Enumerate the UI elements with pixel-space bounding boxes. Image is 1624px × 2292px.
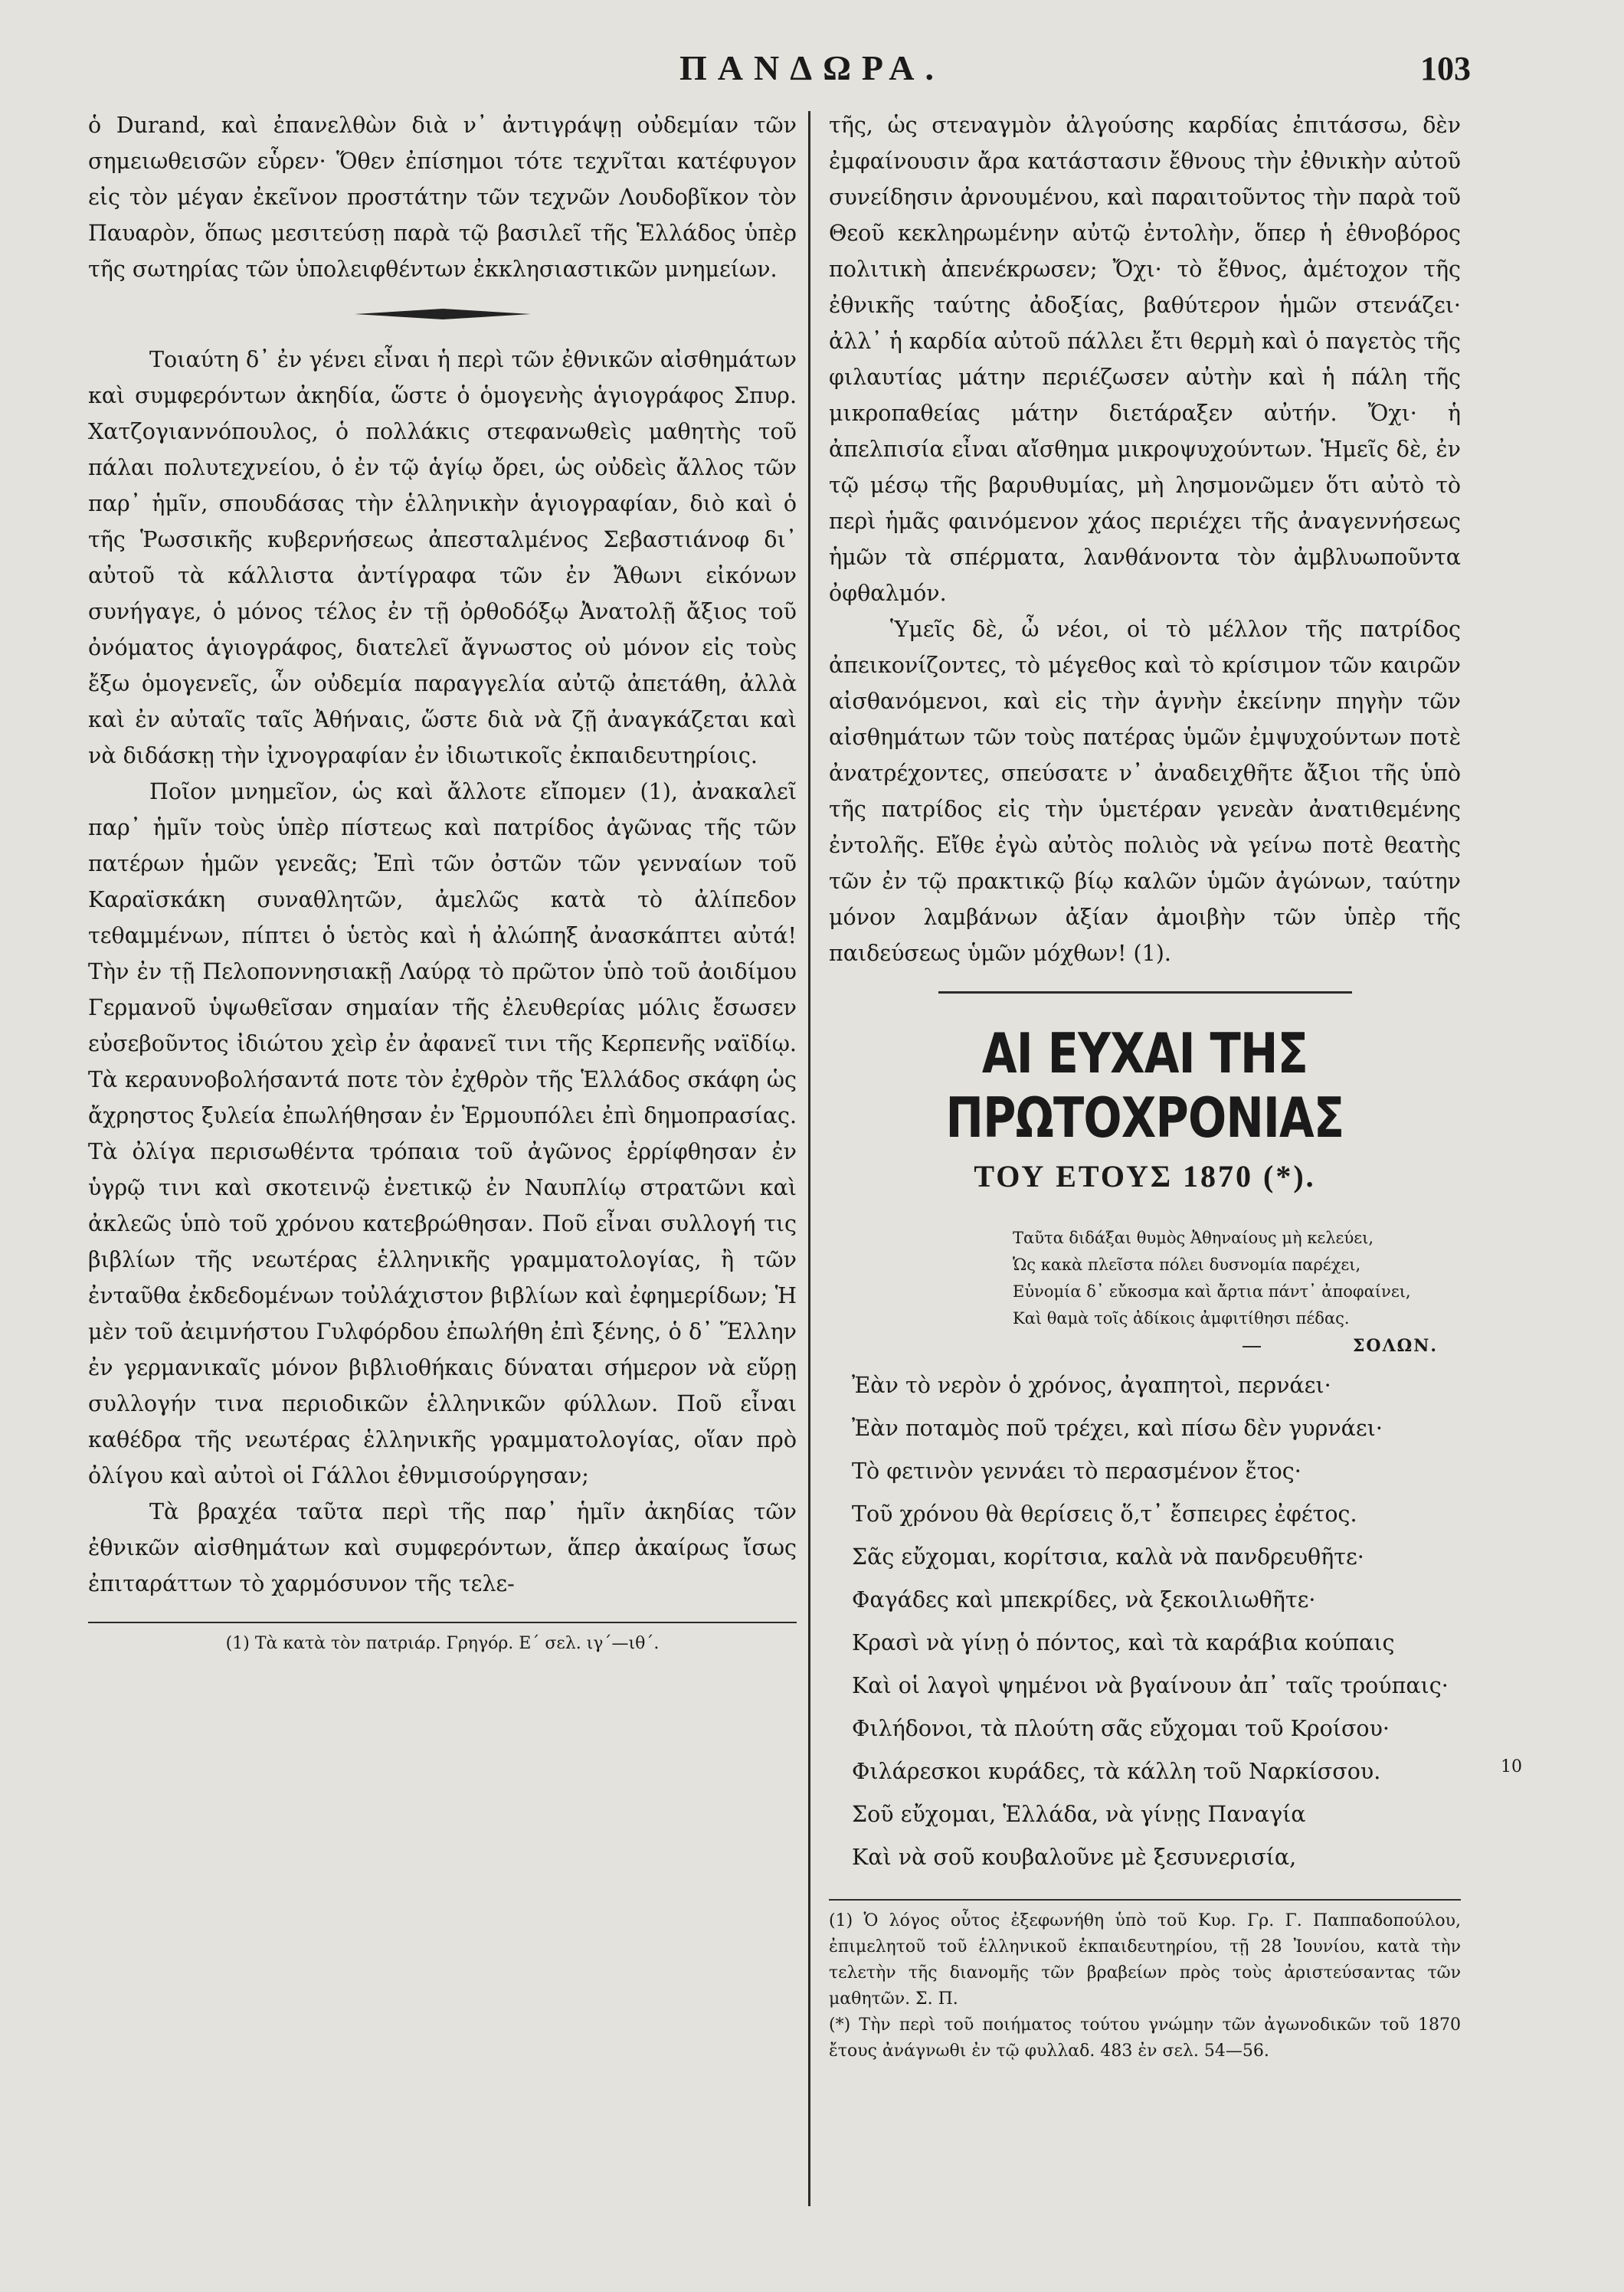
poem-line: Σοῦ εὔχομαι, Ἑλλάδα, νὰ γίνῃς Παναγία bbox=[852, 1802, 1306, 1827]
line-number: 10 bbox=[1501, 1757, 1522, 1776]
column-divider bbox=[808, 111, 810, 2206]
dash-rule bbox=[1243, 1346, 1261, 1347]
epigraph-author: ΣΟΛΩΝ. bbox=[1352, 1336, 1438, 1356]
footnote: (*) Τὴν περὶ τοῦ ποιήματος τούτου γνώμην τῶν ἀγωνοδικῶν τοῦ 1870 ἔτους ἀνάγνωθι ἐν τῷ φυλλαδ. 483 ἐν σελ. 54—56. bbox=[829, 2015, 1461, 2061]
paragraph: Ὑμεῖς δὲ, ὦ νέοι, οἱ τὸ μέλλον τῆς πατρίδος ἀπεικονίζοντες, τὸ μέγεθος καὶ τὸ κρίσιμον τῶν καιρῶν αἰσθανόμενοι, καὶ εἰς τὴν ἁγνὴν ἐκείνην πηγὴν τῶν αἰσθημάτων τῶν τοὺς πατέρας ὑμῶν ἐμψυχούντων ποτὲ ἀνατρέχοντες, σπεύσατε ν᾽ ἀναδειχθῆτε ἄξιοι τῆς ὑπὸ τῆς πατρίδος εἰς τὴν ὑμετέραν γενεὰν ἀνατιθεμένης ἐντολῆς. Εἴθε ἐγὼ αὐτὸς πολιὸς νὰ γείνω ποτὲ θεατὴς τῶν ἐν τῷ πρακτικῷ βίῳ καλῶν ὑμῶν ἀγώνων, ταύτην μόνον λαμβάνων ἀξίαν ἀμοιβὴν τῶν ὑπὲρ τῆς παιδεύσεως ὑμῶν μόχθων! (1). bbox=[829, 617, 1461, 966]
epigraph-line: Καὶ θαμὰ τοῖς ἀδίκοις ἀμφιτίθησι πέδας. bbox=[1013, 1309, 1350, 1328]
footnote: (1) Τὰ κατὰ τὸν πατριάρ. Γρηγόρ. Ε΄ σελ. ιγ΄—ιθ΄. bbox=[225, 1634, 660, 1653]
paragraph: ὁ Durand, καὶ ἐπανελθὼν διὰ ν᾽ ἀντιγράψῃ οὐδεμίαν τῶν σημειωθεισῶν εὗρεν· Ὅθεν ἐπίσημοι τότε τεχνῖται κατέφυγον εἰς τὸν μέγαν ἐκεῖνον προστάτην τῶν τεχνῶν Λουδοβῖκον τὸν Παυαρὸν, ὅπως μεσιτεύσῃ παρὰ τῷ βασιλεῖ τῆς Ἑλλάδος ὑπὲρ τῆς σωτηρίας τῶν ὑπολειφθέντων ἐκκλησιαστικῶν μνημείων. bbox=[88, 113, 797, 282]
poem-line: Καὶ νὰ σοῦ κουβαλοῦνε μὲ ξεσυνερισία, bbox=[852, 1845, 1297, 1870]
footnote-rule bbox=[88, 1622, 797, 1623]
paragraph: Τοιαύτη δ᾽ ἐν γένει εἶναι ἡ περὶ τῶν ἐθνικῶν αἰσθημάτων καὶ συμφερόντων ἀκηδία, ὥστε ὁ ὁμογενὴς ἁγιογράφος Σπυρ. Χατζογιαννόπουλος, ὁ πολλάκις στεφανωθεὶς μαθητὴς τοῦ πάλαι πολυτεχνείου, ὁ ἐν τῷ ἁγίῳ ὄρει, ὡς οὐδεὶς ἄλλος τῶν παρ᾽ ἡμῖν, σπουδάσας τὴν ἑλληνικὴν ἁγιογραφίαν, διὸ καὶ ὁ τῆς Ῥωσσικῆς κυβερνήσεως ἀπεσταλμένος Σεβαστιάνοφ δι᾽ αὐτοῦ τὰ κάλλιστα ἀντίγραφα τῶν ἐν Ἄθωνι εἰκόνων συνήγαγε, ὁ μόνος τέλος ἐν τῇ ὀρθοδόξῳ Ἀνατολῇ ἄξιος τοῦ ὀνόματος ἁγιογράφος, διατελεῖ ἄγνωστος οὐ μόνον εἰς τοὺς ἔξω ὁμογενεῖς, ὧν οὐδεμία παραγγελία αὐτῷ ἀπετάθη, ἀλλὰ καὶ ἐν αὐταῖς ταῖς Ἀθήναις, ὥστε διὰ νὰ ζῇ ἀναγκάζεται καὶ νὰ διδάσκῃ τὴν ἰχνογραφίαν ἐν ἰδιωτικοῖς ἐκπαιδευτηρίοις. bbox=[88, 347, 797, 768]
poem-line: Τὸ φετινὸν γεννάει τὸ περασμένον ἔτος· bbox=[852, 1459, 1301, 1484]
paragraph: τῆς, ὡς στεναγμὸν ἀλγούσης καρδίας ἐπιτάσσω, δὲν ἐμφαίνουσιν ἄρα κατάστασιν ἔθνους τὴν ἐθνικὴν αὐτοῦ συνείδησιν ἀρνουμένου, καὶ παραιτοῦντος τὴν παρὰ τοῦ Θεοῦ κεκληρωμένην αὐτῷ ἐντολὴν, ὅπερ ἡ ἐθνοβόρος πολιτικὴ ἀπενέκρωσεν; Ὄχι· τὸ ἔθνος, ἀμέτοχον τῆς ἐθνικῆς ταύτης ἀδοξίας, βαθύτερον ἡμῶν στενάζει· ἀλλ᾽ ἡ καρδία αὐτοῦ πάλλει ἔτι θερμὴ καὶ ὁ παγετὸς τῆς φιλαυτίας μάτην περιέζωσεν αὐτὴν καὶ ἡ πάλη τῆς μικροπαθείας μάτην διετάραξεν αὐτήν. Ὄχι· ἡ ἀπελπισία εἶναι αἴσθημα μικροψυχούντων. Ἡμεῖς δὲ, ἐν τῷ μέσῳ τῆς βαρυθυμίας, μὴ λησμονῶμεν ὅτι αὐτὸ τὸ περὶ ἡμᾶς φαινόμενον χάος περιέχει τῆς ἀναγεννήσεως ἡμῶν τὰ σπέρματα, λανθάνοντα τὸν ἀμβλυωποῦντα ὀφθαλμόν. bbox=[829, 113, 1461, 606]
poem bbox=[829, 1364, 1522, 1879]
footnote-rule bbox=[829, 1899, 1461, 1901]
poem-line: Ἐὰν τὸ νερὸν ὁ χρόνος, ἀγαπητοὶ, περνάει· bbox=[852, 1373, 1331, 1398]
epigraph-line: Ὡς κακὰ πλεῖστα πόλει δυσνομία παρέχει, bbox=[1013, 1256, 1361, 1274]
running-title: ΠΑΝΔΩΡΑ. bbox=[679, 48, 945, 87]
poem-line: Ἐὰν ποταμὸς ποῦ τρέχει, καὶ πίσω δὲν γυρνάει· bbox=[852, 1416, 1383, 1441]
poem-line: Τοῦ χρόνου θὰ θερίσεις ὅ,τ᾽ ἔσπειρες ἐφέτος. bbox=[852, 1501, 1357, 1527]
poem-line: Φαγάδες καὶ μπεκρίδες, νὰ ξεκοιλιωθῆτε· bbox=[852, 1587, 1316, 1613]
poem-line: Φιλήδονοι, τὰ πλούτη σᾶς εὔχομαι τοῦ Κροίσου· bbox=[852, 1716, 1390, 1741]
poem-line: Κρασὶ νὰ γίνῃ ὁ πόντος, καὶ τὰ καράβια κούπαις bbox=[852, 1630, 1395, 1655]
epigraph-line: Εὐνομία δ᾽ εὔκοσμα καὶ ἄρτια πάντ᾽ ἀποφαίνει, bbox=[1013, 1282, 1411, 1301]
poem-line-numbered bbox=[852, 1750, 1522, 1793]
epigraph bbox=[829, 1225, 1461, 1332]
epigraph-author-line bbox=[829, 1332, 1461, 1360]
section-ornament bbox=[88, 295, 797, 331]
poem-line: Σᾶς εὔχομαι, κορίτσια, καλὰ νὰ πανδρευθῆτε· bbox=[852, 1544, 1364, 1570]
footnote: (1) Ὁ λόγος οὗτος ἐξεφωνήθη ὑπὸ τοῦ Κυρ. Γρ. Γ. Παππαδοπούλου, ἐπιμελητοῦ τοῦ ἑλληνικοῦ ἐκπαιδευτηρίου, τῇ 28 Ἰουνίου, κατὰ τὴν τελετὴν τῆς διανομῆς τῶν βραβείων πρὸς τοὺς ἀριστεύσαντας τῶν μαθητῶν. Σ. Π. bbox=[829, 1911, 1461, 2009]
paragraph: Τὰ βραχέα ταῦτα περὶ τῆς παρ᾽ ἡμῖν ἀκηδίας τῶν ἐθνικῶν αἰσθημάτων καὶ συμφερόντων, ἅπερ ἀκαίρως ἴσως ἐπιταράττων τὸ χαρμόσυνον τῆς τελε- bbox=[88, 1499, 797, 1596]
page-number: 103 bbox=[1420, 50, 1471, 87]
diamond-rule-icon bbox=[355, 308, 531, 320]
epigraph-line: Ταῦτα διδάξαι θυμὸς Ἀθηναίους μὴ κελεύει, bbox=[1013, 1229, 1374, 1247]
right-column bbox=[829, 107, 1522, 2290]
section-rule bbox=[938, 991, 1352, 994]
left-column bbox=[88, 107, 797, 2206]
poem-line: Φιλάρεσκοι κυράδες, τὰ κάλλη τοῦ Ναρκίσσου. bbox=[852, 1759, 1381, 1784]
poem-line: Καὶ οἱ λαγοὶ ψημένοι νὰ βγαίνουν ἀπ᾽ ταῖς τρούπαις· bbox=[852, 1673, 1449, 1698]
paragraph: Ποῖον μνημεῖον, ὡς καὶ ἄλλοτε εἴπομεν (1), ἀνακαλεῖ παρ᾽ ἡμῖν τοὺς ὑπὲρ πίστεως καὶ πατρίδος ἀγῶνας τῆς τῶν πατέρων ἡμῶν γενεᾶς; Ἐπὶ τῶν ὀστῶν τῶν γενναίων τοῦ Καραϊσκάκη συναθλητῶν, ἀμελῶς κατὰ τὸ ἀλίπεδον τεθαμμένων, πίπτει ὁ ὑετὸς καὶ ἡ ἀλώπηξ ἀνασκάπτει αὐτά! Τὴν ἐν τῇ Πελοποννησιακῇ Λαύρᾳ τὸ πρῶτον ὑπὸ τοῦ ἀοιδίμου Γερμανοῦ ὑψωθεῖσαν σημαίαν τῆς ἐλευθερίας μόλις ἔσωσεν εὐσεβοῦντος ἰδιώτου χεὶρ ἐν ἀφανεῖ τινι τῆς Κερπενῆς ναϊδίῳ. Τὰ κεραυνοβολήσαντά ποτε τὸν ἐχθρὸν τῆς Ἑλλάδος σκάφη ὡς ἄχρηστος ξυλεία ἐπωλήθησαν ἐν Ἑρμουπόλει ἐπὶ δημοπρασίας. Τὰ ὀλίγα περισωθέντα τρόπαια τοῦ ἀγῶνος ἐρρίφθησαν ἐν ὑγρῷ τινι καὶ σκοτεινῷ ἐνετικῷ ἐν Ναυπλίῳ στρατῶνι καὶ ἀκλεῶς ὑπὸ τοῦ χρόνου κατεβρώθησαν. Ποῦ εἶναι συλλογή τις βιβλίων τῆς νεωτέρας ἑλληνικῆς γραμματολογίας, ἢ τῶν ἐνταῦθα ἐκδεδομένων τοὐλάχιστον βιβλίων καὶ ἐφημερίδων; Ἡ μὲν τοῦ ἀειμνήστου Γυλφόρδου ἐπωλήθη ἐπὶ ξένης, ὁ δ᾽ Ἕλλην ἐν γερμανικαῖς μόνον βιβλιοθήκαις δύναται σήμερον νὰ εὕρῃ συλλογήν τινα περιοδικῶν ἑλληνικῶν φύλλων. Ποῦ εἶναι καθέδρα τῆς νεωτέρας ἑλληνικῆς γραμματολογίας, οἵαν πρὸ ὀλίγου καὶ αὐτοὶ οἱ Γάλλοι ἐθνμισούργησαν; bbox=[88, 779, 797, 1488]
poem-title: ΑΙ ΕΥΧΑΙ ΤΗΣ ΠΡΩΤΟΧΡΟΝΙΑΣ bbox=[945, 1021, 1344, 1150]
poem-subtitle: ΤΟΥ ΕΤΟΥΣ 1870 (*). bbox=[974, 1159, 1316, 1193]
